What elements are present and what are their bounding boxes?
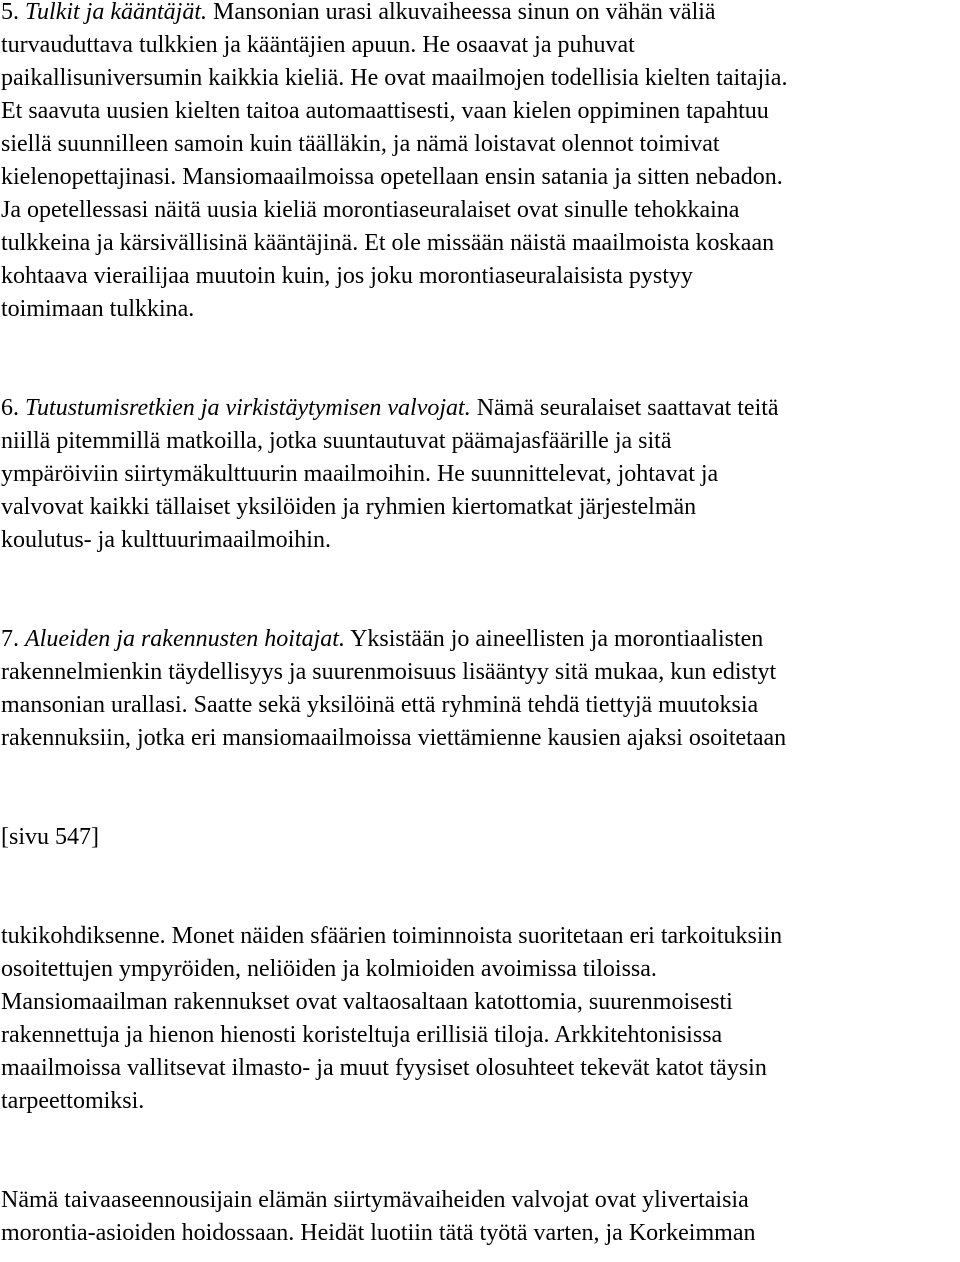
paragraph-gap xyxy=(1,755,956,821)
paragraph-line: tukikohdiksenne. Monet näiden sfäärien toiminnoista suoritetaan eri tarkoituksiin xyxy=(1,923,783,949)
section-7-line: rakennelmienkin täydellisyys ja suurenmoisuus lisääntyy sitä mukaa, kun edistyt xyxy=(1,659,777,685)
document-page xyxy=(1,0,956,1250)
section-5-title: Tulkit ja kääntäjät. xyxy=(25,0,208,25)
section-6-line: niillä pitemmillä matkoilla, jotka suuntautuvat päämajasfäärille ja sitä xyxy=(1,428,672,454)
section-7-line: mansonian urallasi. Saatte sekä yksilöinä että ryhminä tehdä tiettyjä muutoksia xyxy=(1,692,759,718)
section-6-heading-line xyxy=(1,392,956,425)
continuation-paragraph xyxy=(1,920,956,1118)
section-5-paragraph-2 xyxy=(1,95,956,326)
paragraph-line: morontia-asioiden hoidossaan. Heidät luotiin tätä työtä varten, ja Korkeimman xyxy=(1,1220,756,1246)
paragraph-gap xyxy=(1,1118,956,1184)
paragraph-line: toimimaan tulkkina. xyxy=(1,296,195,322)
section-6-line: ympäröiviin siirtymäkulttuurin maailmoihin. He suunnittelevat, johtavat ja xyxy=(1,461,719,487)
section-5 xyxy=(1,0,956,95)
section-6 xyxy=(1,392,956,557)
section-5-heading-line xyxy=(1,0,956,29)
paragraph-line: kielenopettajinasi. Mansiomaailmoissa opetellaan ensin satania ja sitten nebadon. xyxy=(1,164,783,190)
paragraph-line: tulkkeina ja kärsivällisinä kääntäjinä. Et ole missään näistä maailmoista koskaan xyxy=(1,230,775,256)
section-7-heading-line xyxy=(1,623,956,656)
paragraph-gap xyxy=(1,854,956,920)
paragraph-line: rakennettuja ja hienon hienosti koristeltuja erillisiä tiloja. Arkkitehtonisissa xyxy=(1,1022,723,1048)
section-7 xyxy=(1,623,956,755)
paragraph-line: Ja opetellessasi näitä uusia kieliä morontiaseuralaiset ovat sinulle tehokkaina xyxy=(1,197,740,223)
section-7-title: Alueiden ja rakennusten hoitajat. xyxy=(25,626,345,652)
page-marker-text: [sivu 547] xyxy=(1,824,99,850)
paragraph-line: Mansiomaailman rakennukset ovat valtaosaltaan katottomia, suurenmoisesti xyxy=(1,989,733,1015)
final-paragraph xyxy=(1,1184,956,1250)
paragraph-line: maailmoissa vallitsevat ilmasto- ja muut fyysiset olosuhteet tekevät katot täysin xyxy=(1,1055,767,1081)
paragraph-line: tarpeettomiksi. xyxy=(1,1088,145,1114)
section-7-line: Yksistään jo aineellisten ja morontiaalisten xyxy=(344,626,764,652)
paragraph-line: siellä suunnilleen samoin kuin täälläkin, ja nämä loistavat olennot toimivat xyxy=(1,131,720,157)
section-6-line: Nämä seuralaiset saattavat teitä xyxy=(470,395,779,421)
section-6-number: 6. xyxy=(1,395,25,421)
paragraph-gap xyxy=(1,326,956,392)
section-5-line: paikallisuniversumin kaikkia kieliä. He ovat maailmojen todellisia kielten taitajia. xyxy=(1,65,788,91)
paragraph-gap xyxy=(1,557,956,623)
paragraph-line: kohtaava vierailijaa muutoin kuin, jos joku morontiaseuralaisista pystyy xyxy=(1,263,693,289)
paragraph-line: osoitettujen ympyröiden, neliöiden ja kolmioiden avoimissa tiloissa. xyxy=(1,956,657,982)
page-marker xyxy=(1,821,956,854)
section-6-title: Tutustumisretkien ja virkistäytymisen valvojat. xyxy=(25,395,471,421)
section-5-number: 5. xyxy=(1,0,25,25)
paragraph-line: Et saavuta uusien kielten taitoa automaattisesti, vaan kielen oppiminen tapahtuu xyxy=(1,98,769,124)
paragraph-line: Nämä taivaaseennousijain elämän siirtymävaiheiden valvojat ovat ylivertaisia xyxy=(1,1187,749,1213)
section-7-number: 7. xyxy=(1,626,25,652)
section-7-line: rakennuksiin, jotka eri mansiomaailmoissa viettämienne kausien ajaksi osoitetaan xyxy=(1,725,787,751)
section-5-line: Mansonian urasi alkuvaiheessa sinun on vähän väliä xyxy=(207,0,716,25)
section-6-line: koulutus- ja kulttuurimaailmoihin. xyxy=(1,527,331,553)
section-6-line: valvovat kaikki tällaiset yksilöiden ja ryhmien kiertomatkat järjestelmän xyxy=(1,494,697,520)
section-5-line: turvauduttava tulkkien ja kääntäjien apuun. He osaavat ja puhuvat xyxy=(1,32,635,58)
